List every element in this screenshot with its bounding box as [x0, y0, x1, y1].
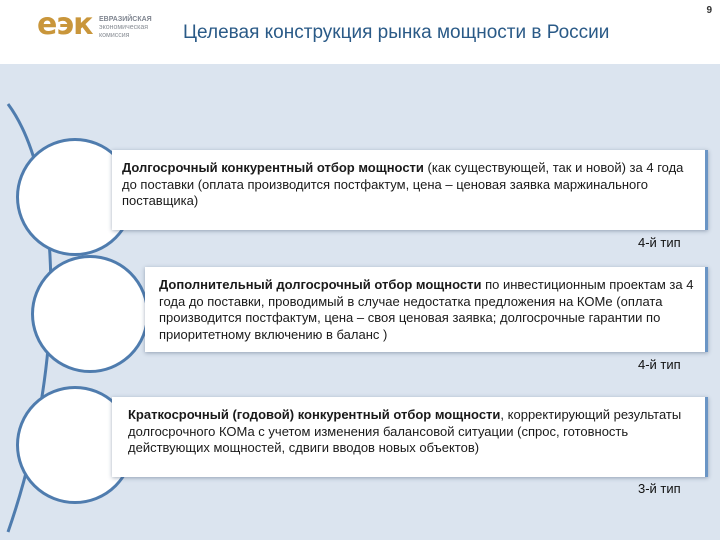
selection-type-title-1: Долгосрочный конкурентный отбор мощности: [122, 160, 424, 175]
logo-caption: [99, 16, 189, 40]
logo-caption-line1: ЕВРАЗИЙСКАЯ: [99, 16, 152, 23]
selection-type-box-1: [112, 150, 708, 230]
selection-type-text-2: по инвестиционным проектам за 4 года до поставки, проводимый в случае недостатка предложения на КОМе (оплата производится постфактум, цена – своя ценовая заявка; долгосрочные гарантии по приоритетному включению в баланс ): [159, 277, 694, 342]
page-number: 9: [706, 5, 712, 16]
selection-type-text-1: (как существующей, так и новой) за 4 года до поставки (оплата производится постфактум, цена – ценовая заявка маржинального поставщика): [122, 160, 684, 208]
slide-title: Целевая конструкция рынка мощности в России: [183, 22, 610, 43]
logo-caption-line2: экономическая: [99, 24, 149, 31]
logo-caption-line3: комиссия: [99, 32, 130, 39]
type-tag-3: 3-й тип: [638, 481, 681, 496]
selection-type-text-3: , корректирующий результаты долгосрочного КОМа с учетом изменения балансовой ситуации (спрос, готовность действующих мощностей, сдвиги вводов новых объектов): [128, 407, 682, 455]
content-area: [0, 64, 720, 540]
slide-header: [0, 0, 720, 64]
logo-mark: еэк: [37, 7, 93, 42]
selection-type-title-3: Краткосрочный (годовой) конкурентный отбор мощности: [128, 407, 501, 422]
type-tag-1: 4-й тип: [638, 235, 681, 250]
type-tag-2: 4-й тип: [638, 357, 681, 372]
bullet-circle-2: [31, 255, 149, 373]
selection-type-title-2: Дополнительный долгосрочный отбор мощности: [159, 277, 482, 292]
selection-type-box-2: [145, 267, 708, 352]
selection-type-box-3: [112, 397, 708, 477]
